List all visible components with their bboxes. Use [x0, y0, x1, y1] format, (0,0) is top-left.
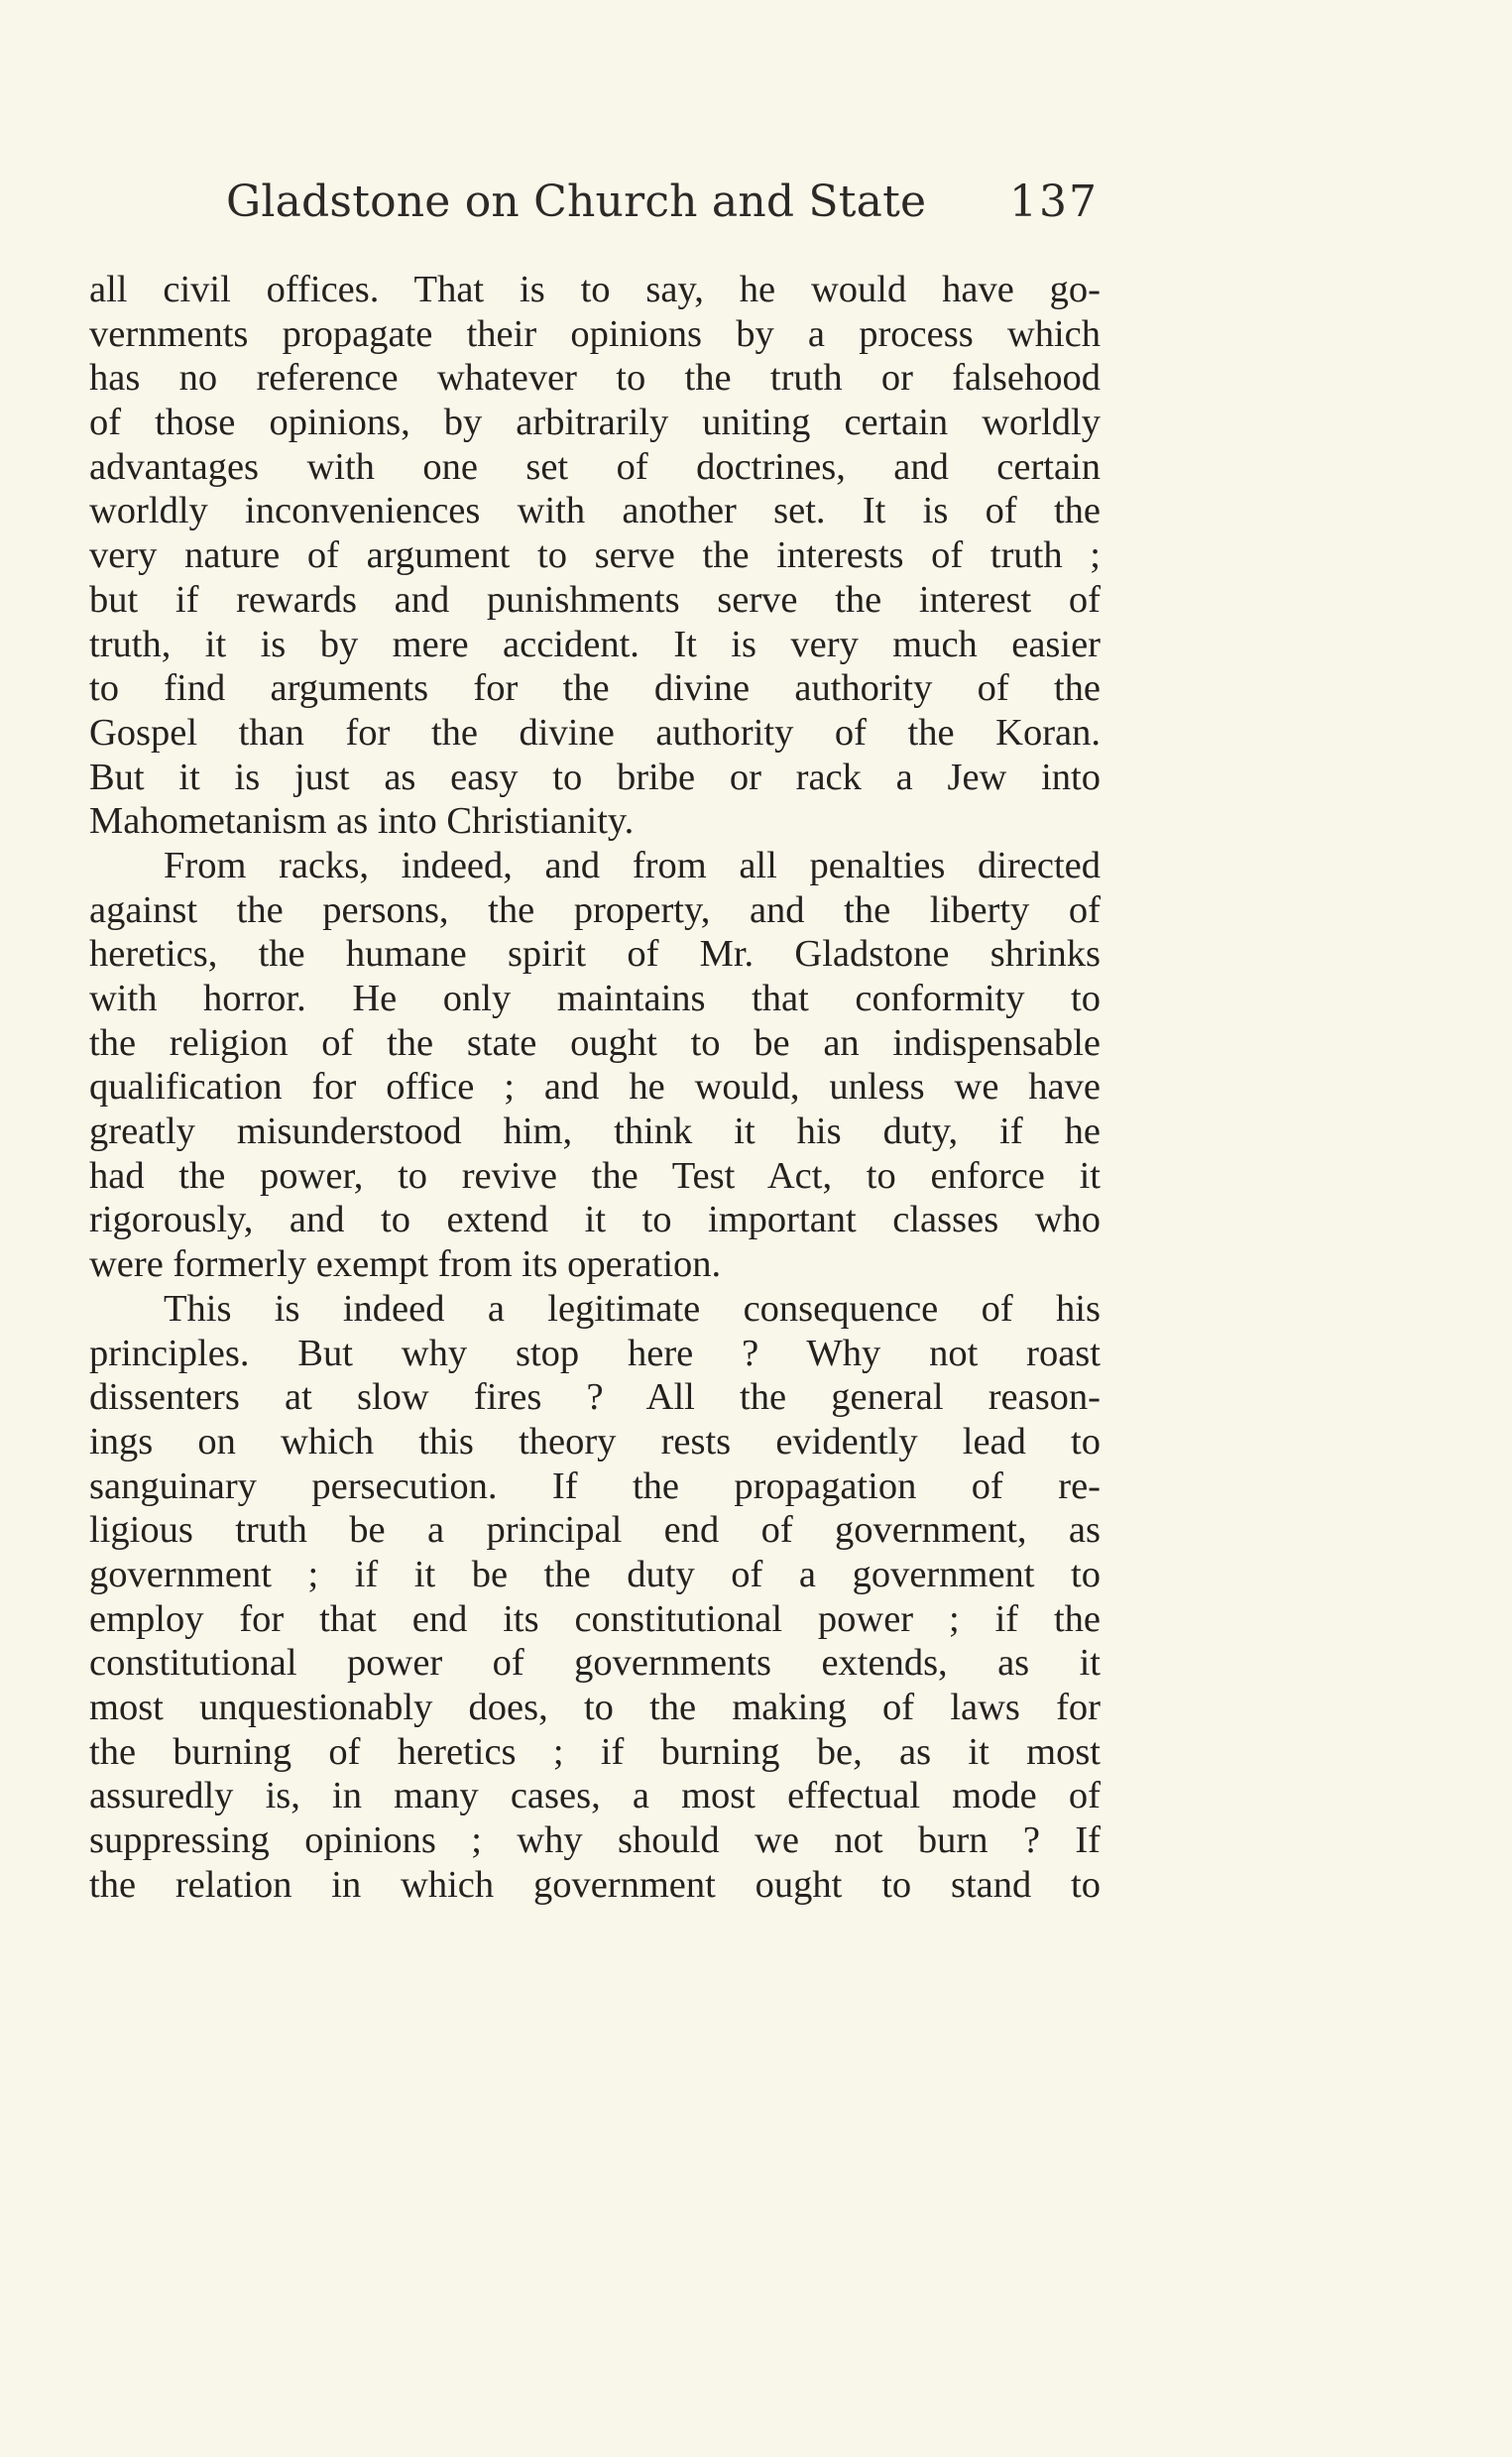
text-line: with horror. He only maintains that conformity to: [89, 978, 1101, 1019]
text-line: worldly inconveniences with another set. It is of the: [89, 490, 1101, 532]
text-line: the religion of the state ought to be an indispensable: [89, 1021, 1101, 1064]
text-line: suppressing opinions ; why should we not burn ? If: [89, 1819, 1101, 1862]
text-line: advantages with one set of doctrines, and certain: [89, 445, 1101, 488]
text-line: assuredly is, in many cases, a most effectual mode of: [89, 1775, 1101, 1817]
text-line: principles. But why stop here ? Why not roast: [89, 1332, 1101, 1374]
text-line: all civil offices. That is to say, he would have go-: [89, 269, 1101, 310]
body-text: [89, 268, 1101, 1907]
text-line: qualification for office ; and he would, unless we have: [89, 1066, 1101, 1109]
paragraph-start-line: From racks, indeed, and from all penalties directed: [164, 844, 1101, 886]
text-line: against the persons, the property, and the liberty of: [89, 888, 1101, 931]
text-line: has no reference whatever to the truth or falsehood: [89, 357, 1101, 400]
text-line: to find arguments for the divine authority of the: [89, 667, 1101, 710]
text-line: employ for that end its constitutional power ; if the: [89, 1597, 1101, 1640]
text-line: heretics, the humane spirit of Mr. Gladstone shrinks: [89, 933, 1101, 976]
text-line: but if rewards and punishments serve the interest of: [89, 578, 1101, 621]
text-line: Gospel than for the divine authority of the Koran.: [89, 711, 1101, 754]
text-line: truth, it is by mere accident. It is very much easier: [89, 623, 1101, 665]
text-line: the burning of heretics ; if burning be, as it most: [89, 1730, 1101, 1773]
text-line: most unquestionably does, to the making of laws for: [89, 1687, 1101, 1728]
text-line: rigorously, and to extend it to important classes who: [89, 1199, 1101, 1241]
text-line: greatly misunderstood him, think it his duty, if he: [89, 1111, 1101, 1153]
text-line: dissenters at slow fires ? All the general reason-: [89, 1376, 1101, 1419]
text-line: vernments propagate their opinions by a process which: [89, 312, 1101, 355]
text-line: But it is just as easy to bribe or rack a Jew into: [89, 756, 1101, 798]
text-line: had the power, to revive the Test Act, to enforce it: [89, 1154, 1101, 1197]
page-number: 137: [1009, 176, 1099, 227]
text-line: government ; if it be the duty of a government to: [89, 1553, 1101, 1595]
text-line: ings on which this theory rests evidently lead to: [89, 1420, 1101, 1462]
text-line: of those opinions, by arbitrarily uniting certain worldly: [89, 402, 1101, 444]
paragraph-start-line: This is indeed a legitimate consequence of his: [164, 1287, 1101, 1330]
running-head: [226, 176, 1099, 246]
text-line: sanguinary persecution. If the propagation of re-: [89, 1464, 1101, 1507]
paragraph-end-line: were formerly exempt from its operation.: [89, 1243, 722, 1286]
text-line: the relation in which government ought to stand to: [89, 1863, 1101, 1906]
text-line: constitutional power of governments extends, as it: [89, 1642, 1101, 1685]
text-line: very nature of argument to serve the interests of truth ;: [89, 534, 1101, 577]
paragraph-end-line: Mahometanism as into Christianity.: [89, 800, 635, 843]
running-title: Gladstone on Church and State: [226, 176, 927, 227]
text-line: ligious truth be a principal end of government, as: [89, 1509, 1101, 1552]
